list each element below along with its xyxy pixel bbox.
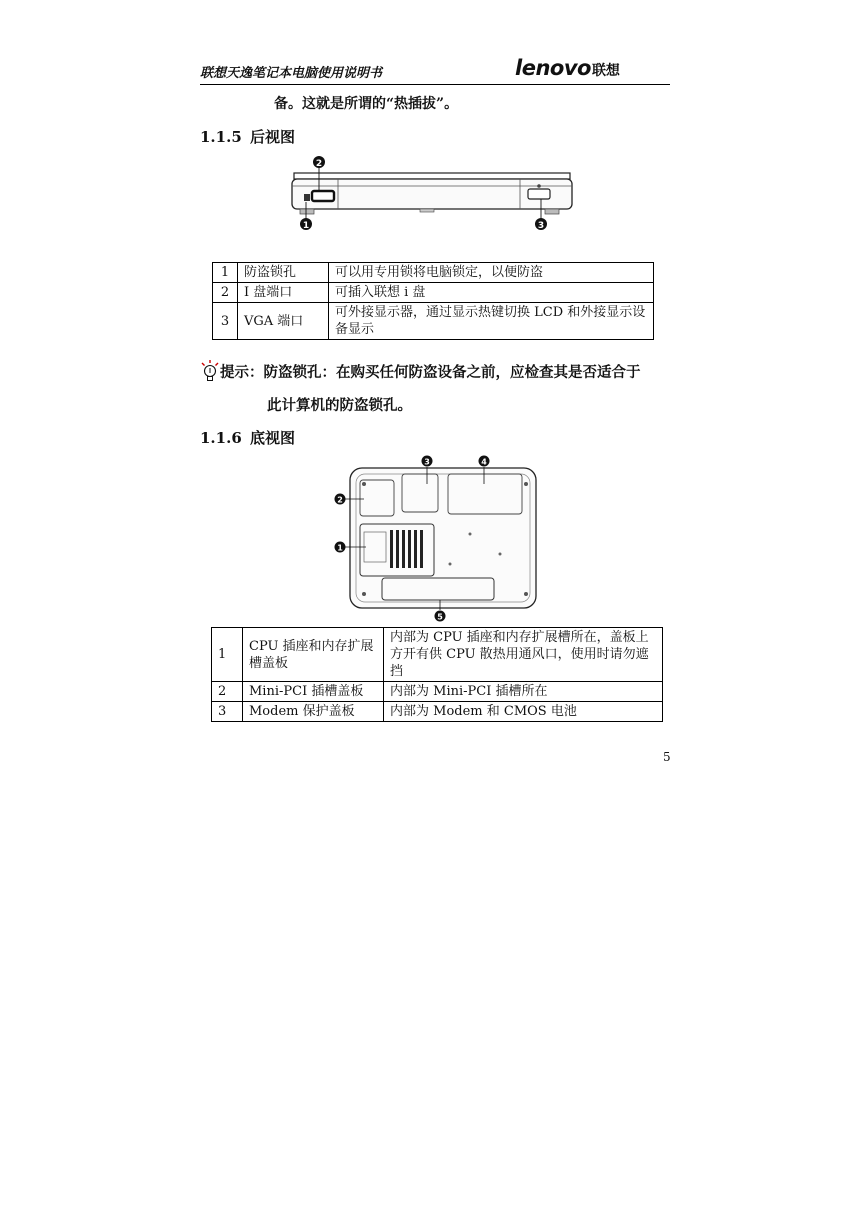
bottom-covers-table xyxy=(211,627,663,722)
cover-name: Mini-PCI 插槽盖板 xyxy=(243,682,384,702)
callout-1-label: 1 xyxy=(302,221,310,231)
cover-description: 内部为 Modem 和 CMOS 电池 xyxy=(384,702,663,722)
rear-view-drawing xyxy=(290,155,574,233)
port-description: 可插入联想 i 盘 xyxy=(329,283,654,303)
port-name: 防盗锁孔 xyxy=(238,263,329,283)
row-number: 3 xyxy=(212,702,243,722)
rear-view-figure xyxy=(290,155,574,233)
table-row xyxy=(213,283,654,303)
section-heading-bottom xyxy=(200,427,295,448)
callout-1 xyxy=(335,542,346,553)
callout-4-label: 4 xyxy=(481,457,487,467)
page-header xyxy=(200,56,670,85)
brand-cn-text: 联想 xyxy=(591,63,620,79)
table-row xyxy=(212,682,663,702)
callout-1-label: 1 xyxy=(337,543,343,553)
bottom-view-drawing xyxy=(330,454,540,624)
callout-3 xyxy=(535,218,547,231)
cover-description: 内部为 Mini-PCI 插槽所在 xyxy=(384,682,663,702)
lightbulb-icon xyxy=(200,360,220,382)
section-number: 1.1.6 xyxy=(200,429,242,447)
row-number: 2 xyxy=(213,283,238,303)
cover-name: Modem 保护盖板 xyxy=(243,702,384,722)
callout-2-label: 2 xyxy=(315,159,323,169)
row-number: 2 xyxy=(212,682,243,702)
port-description: 可外接显示器，通过显示热键切换 LCD 和外接显示设备显示 xyxy=(329,303,654,340)
port-name: I 盘端口 xyxy=(238,283,329,303)
callout-2-label: 2 xyxy=(337,495,343,505)
port-description: 可以用专用锁将电脑锁定，以便防盗 xyxy=(329,263,654,283)
callout-3-label: 3 xyxy=(537,221,545,231)
row-number: 3 xyxy=(213,303,238,340)
callout-2 xyxy=(335,494,346,505)
callout-2 xyxy=(313,156,325,169)
table-row xyxy=(212,702,663,722)
section-title: 底视图 xyxy=(250,429,296,447)
section-number: 1.1.5 xyxy=(200,128,242,146)
page-number: 5 xyxy=(663,750,671,764)
port-name: VGA 端口 xyxy=(238,303,329,340)
row-number: 1 xyxy=(212,628,243,682)
callout-5 xyxy=(435,611,446,622)
callout-5-label: 5 xyxy=(437,612,443,622)
continuation-text: 备。这就是所谓的“热插拔”。 xyxy=(274,96,459,112)
cover-name: CPU 插座和内存扩展槽盖板 xyxy=(243,628,384,682)
callout-3 xyxy=(422,456,433,467)
bottom-view-figure xyxy=(330,454,540,624)
callout-3-label: 3 xyxy=(424,457,430,467)
table-row xyxy=(213,303,654,340)
cover-description: 内部为 CPU 插座和内存扩展槽所在，盖板上方开有供 CPU 散热用通风口，使用时请勿遮挡 xyxy=(384,628,663,682)
brand-logo-text: lenovo xyxy=(515,56,591,80)
tip-text-continued: 此计算机的防盗锁孔。 xyxy=(267,397,412,414)
section-title: 后视图 xyxy=(250,128,296,146)
table-row xyxy=(212,628,663,682)
row-number: 1 xyxy=(213,263,238,283)
tip-note xyxy=(200,360,680,382)
manual-title: 联想天逸笔记本电脑使用说明书 xyxy=(200,66,383,81)
section-heading-rear xyxy=(200,126,295,147)
callout-4 xyxy=(479,456,490,467)
rear-ports-table xyxy=(212,262,654,340)
table-row xyxy=(213,263,654,283)
tip-label: 提示： xyxy=(220,364,264,381)
lenovo-logo xyxy=(515,56,620,80)
callout-1 xyxy=(300,218,312,231)
tip-text: 防盗锁孔：在购买任何防盗设备之前，应检查其是否适合于 xyxy=(263,364,641,381)
